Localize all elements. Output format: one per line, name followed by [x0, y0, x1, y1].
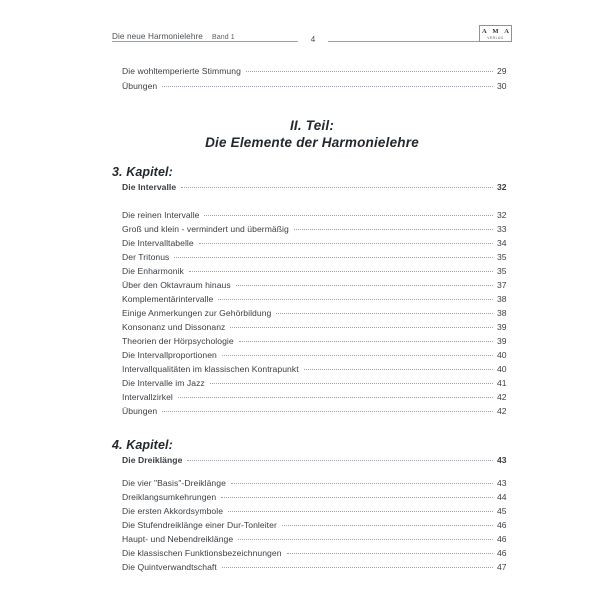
dot-leader: [187, 460, 493, 461]
dot-leader: [282, 525, 493, 526]
toc-entry[interactable]: [122, 548, 515, 558]
dot-leader: [162, 86, 493, 87]
toc-entry[interactable]: [122, 322, 515, 332]
dot-leader: [204, 215, 493, 216]
toc-entry[interactable]: [122, 492, 515, 502]
toc-entry-label: Einige Anmerkungen zur Gehörbildung: [122, 308, 272, 318]
toc-entry-page: 35: [497, 252, 507, 262]
toc-entry-label: Übungen: [122, 406, 158, 416]
toc-entry-label: Dreiklangsumkehrungen: [122, 492, 217, 502]
part-title: [112, 117, 512, 151]
chapter-title-row-3[interactable]: [122, 182, 515, 192]
toc-entry[interactable]: [122, 350, 515, 360]
toc-entry[interactable]: [122, 66, 515, 76]
logo-letter-2: M: [492, 27, 499, 35]
toc-entry-label: Komplementärintervalle: [122, 294, 214, 304]
chapter-title-label: Die Intervalle: [122, 182, 177, 192]
running-header: [112, 26, 512, 52]
dot-leader: [239, 341, 493, 342]
dot-leader: [181, 187, 493, 188]
toc-entry[interactable]: [122, 520, 515, 530]
dot-leader: [218, 299, 493, 300]
toc-entry-label: Die Stufendreiklänge einer Dur-Tonleiter: [122, 520, 277, 530]
dot-leader: [221, 497, 493, 498]
logo-subtitle: VERLAG: [487, 35, 504, 40]
dot-leader: [189, 271, 493, 272]
dot-leader: [222, 355, 493, 356]
toc-entry-label: Die Intervalle im Jazz: [122, 378, 205, 388]
toc-entry[interactable]: [122, 336, 515, 346]
chapter-title-row-4[interactable]: [122, 455, 515, 465]
header-rule-left: [112, 41, 298, 42]
toc-entry[interactable]: [122, 210, 515, 220]
toc-entry-page: 39: [497, 322, 507, 332]
toc-entry-page: 42: [497, 392, 507, 402]
toc-entry-page: 38: [497, 294, 507, 304]
dot-leader: [210, 383, 493, 384]
toc-entry-label: Die Enharmonik: [122, 266, 184, 276]
part-title-line1: II. Teil:: [289, 118, 335, 133]
publisher-logo-icon: [479, 25, 512, 42]
toc-entry[interactable]: [122, 224, 515, 234]
toc-entry-page: 30: [497, 81, 507, 91]
toc-entry-label: Die Quintverwandtschaft: [122, 562, 217, 572]
dot-leader: [174, 257, 493, 258]
dot-leader: [222, 567, 493, 568]
toc-entry-page: 45: [497, 506, 507, 516]
dot-leader: [162, 411, 493, 412]
toc-entry[interactable]: [122, 506, 515, 516]
dot-leader: [236, 285, 493, 286]
toc-entry[interactable]: [122, 392, 515, 402]
toc-entry-label: Die Intervalltabelle: [122, 238, 194, 248]
toc-entry-page: 34: [497, 238, 507, 248]
dot-leader: [231, 483, 493, 484]
toc-entry[interactable]: [122, 534, 515, 544]
chapter-heading-3: 3. Kapitel:: [112, 165, 173, 179]
toc-entry-label: Übungen: [122, 81, 158, 91]
toc-entry-label: Über den Oktavraum hinaus: [122, 280, 231, 290]
dot-leader: [304, 369, 493, 370]
toc-entry-label: Haupt- und Nebendreiklänge: [122, 534, 234, 544]
toc-entry-label: Die wohltemperierte Stimmung: [122, 66, 241, 76]
dot-leader: [287, 553, 493, 554]
chapter-title-label: Die Dreiklänge: [122, 455, 183, 465]
chapter-title-page: 32: [497, 182, 507, 192]
toc-entry-page: 46: [497, 534, 507, 544]
toc-entry-page: 33: [497, 224, 507, 234]
toc-entry-label: Die klassischen Funktionsbezeichnungen: [122, 548, 282, 558]
book-title: Die neue Harmonielehre: [112, 32, 203, 41]
toc-entry-label: Theorien der Hörpsychologie: [122, 336, 234, 346]
dot-leader: [228, 511, 493, 512]
toc-entry[interactable]: [122, 308, 515, 318]
toc-entry[interactable]: [122, 364, 515, 374]
toc-entry-label: Konsonanz und Dissonanz: [122, 322, 226, 332]
toc-entry[interactable]: [122, 252, 515, 262]
toc-entry[interactable]: [122, 266, 515, 276]
page-number: 4: [310, 35, 316, 44]
dot-leader: [178, 397, 493, 398]
toc-entry-page: 35: [497, 266, 507, 276]
toc-entry-label: Groß und klein - vermindert und übermäßig: [122, 224, 289, 234]
toc-entry[interactable]: [122, 562, 515, 572]
dot-leader: [230, 327, 493, 328]
volume-label: Band 1: [211, 34, 235, 41]
toc-entry[interactable]: [122, 238, 515, 248]
chapter-title-page: 43: [497, 455, 507, 465]
toc-entry-label: Der Tritonus: [122, 252, 170, 262]
logo-letter-1: A: [482, 27, 487, 35]
toc-entry-label: Intervallzirkel: [122, 392, 173, 402]
toc-entry[interactable]: [122, 280, 515, 290]
dot-leader: [246, 71, 493, 72]
toc-entry-page: 29: [497, 66, 507, 76]
toc-entry-label: Die Intervallproportionen: [122, 350, 217, 360]
toc-entry-page: 41: [497, 378, 507, 388]
toc-entry-page: 38: [497, 308, 507, 318]
toc-entry-page: 42: [497, 406, 507, 416]
toc-entry[interactable]: [122, 81, 515, 91]
toc-entry[interactable]: [122, 378, 515, 388]
dot-leader: [199, 243, 493, 244]
toc-entry-page: 37: [497, 280, 507, 290]
toc-entry-page: 44: [497, 492, 507, 502]
toc-entry-page: 39: [497, 336, 507, 346]
dot-leader: [276, 313, 493, 314]
toc-entry[interactable]: [122, 294, 515, 304]
toc-entry-page: 40: [497, 364, 507, 374]
logo-letter-3: A: [504, 27, 509, 35]
toc-entry-label: Die vier "Basis"-Dreiklänge: [122, 478, 226, 488]
toc-entry-label: Intervallqualitäten im klassischen Kontrapunkt: [122, 364, 299, 374]
toc-entry[interactable]: [122, 478, 515, 488]
logo-letters: [481, 28, 510, 35]
toc-entry-page: 46: [497, 548, 507, 558]
toc-entry[interactable]: [122, 406, 515, 416]
toc-entry-label: Die ersten Akkordsymbole: [122, 506, 224, 516]
toc-entry-label: Die reinen Intervalle: [122, 210, 200, 220]
dot-leader: [294, 229, 493, 230]
toc-entry-page: 32: [497, 210, 507, 220]
toc-entry-page: 47: [497, 562, 507, 572]
part-title-line2: Die Elemente der Harmonielehre: [205, 135, 419, 150]
chapter-heading-4: 4. Kapitel:: [112, 438, 173, 452]
dot-leader: [238, 539, 493, 540]
toc-entry-page: 43: [497, 478, 507, 488]
toc-entry-page: 46: [497, 520, 507, 530]
toc-entry-page: 40: [497, 350, 507, 360]
